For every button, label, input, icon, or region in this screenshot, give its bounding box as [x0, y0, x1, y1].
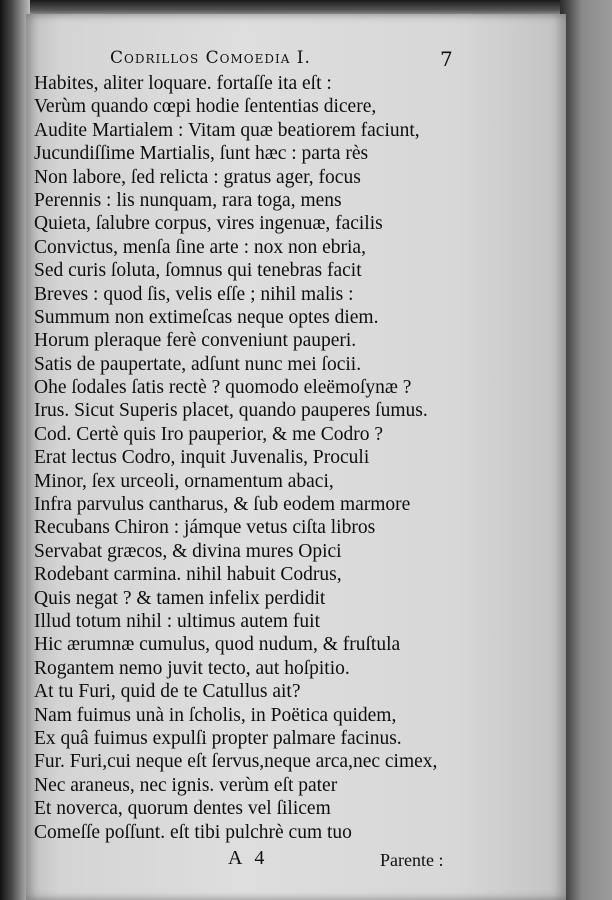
text-line: Satis de paupertate, adſunt nunc mei ſocii. — [34, 353, 362, 375]
text-line: Habites, aliter loquare. fortaſſe ita eſt : — [34, 73, 332, 94]
text-line: Sed curis ſoluta, ſomnus qui tenebras facit — [34, 260, 362, 282]
text-line: Rodebant carmina. nihil habuit Codrus, — [34, 564, 342, 586]
running-title: Codrillos Comoedia I. — [110, 48, 311, 68]
text-line: Minor, ſex urceoli, ornamentum abaci, — [34, 470, 334, 492]
text-line: Nec araneus, nec ignis. verùm eſt pater — [34, 774, 338, 796]
text-line: Breves : quod ſis, velis eſſe ; nihil malis : — [34, 283, 354, 305]
body-text — [34, 72, 474, 844]
signature-mark: A 4 — [228, 847, 269, 869]
text-line: Ex quâ fuimus expulſi propter palmare facinus. — [34, 727, 402, 749]
text-line: Nam fuimus unà in ſcholis, in Poëtica quidem, — [34, 704, 397, 726]
text-line: Quis negat ? & tamen infelix perdidit — [34, 587, 326, 609]
text-line: Infra parvulus cantharus, & ſub eodem marmore — [34, 494, 411, 516]
text-line: Recubans Chiron : jámque vetus ciſta libros — [34, 517, 376, 539]
book-right-edge — [560, 0, 612, 900]
text-line: Horum pleraque ferè conveniunt pauperi. — [34, 330, 357, 352]
text-line: Non labore, ſed relicta : gratus ager, focus — [34, 166, 361, 188]
page-number: 7 — [440, 47, 453, 71]
text-line: Erat lectus Codro, inquit Juvenalis, Proculi — [34, 447, 370, 469]
text-line: Jucundiſſime Martialis, ſunt hæc : parta rès — [34, 143, 369, 165]
catchword: Parente : — [380, 850, 444, 870]
text-line: Cod. Certè quis Iro pauperior, & me Codro ? — [34, 423, 384, 445]
text-line: Summum non extimeſcas neque optes diem. — [34, 306, 379, 328]
text-line: Ohe ſodales ſatis rectè ? quomodo eleëmoſynæ ? — [34, 377, 412, 399]
text-line: Comeſſe poſſunt. eſt tibi pulchrè cum tuo — [34, 821, 352, 843]
text-line: Verùm quando cœpi hodie ſententias dicere, — [34, 96, 377, 118]
text-line: Quieta, ſalubre corpus, vires ingenuæ, facilis — [34, 213, 383, 235]
text-line: Illud totum nihil : ultimus autem fuit — [34, 610, 320, 632]
text-line: Et noverca, quorum dentes vel ſilicem — [34, 798, 331, 820]
text-line: Irus. Sicut Superis placet, quando pauperes ſumus. — [34, 400, 428, 422]
text-line: Perennis : lis nunquam, rara toga, mens — [34, 189, 342, 211]
text-line: Hic ærumnæ cumulus, quod nudum, & fruſtula — [34, 634, 401, 656]
text-line: Convictus, menſa ſine arte : nox non ebria, — [34, 236, 366, 258]
text-line: Audite Martialem : Vitam quæ beatiorem faciunt, — [34, 119, 420, 141]
text-line: Fur. Furi,cui neque eſt ſervus,neque arca,nec cimex, — [34, 751, 438, 773]
text-line: Rogantem nemo juvit tecto, aut hoſpitio. — [34, 657, 350, 679]
text-line: Servabat græcos, & divina mures Opici — [34, 540, 342, 562]
text-line: At tu Furi, quid de te Catullus ait? — [34, 681, 301, 703]
